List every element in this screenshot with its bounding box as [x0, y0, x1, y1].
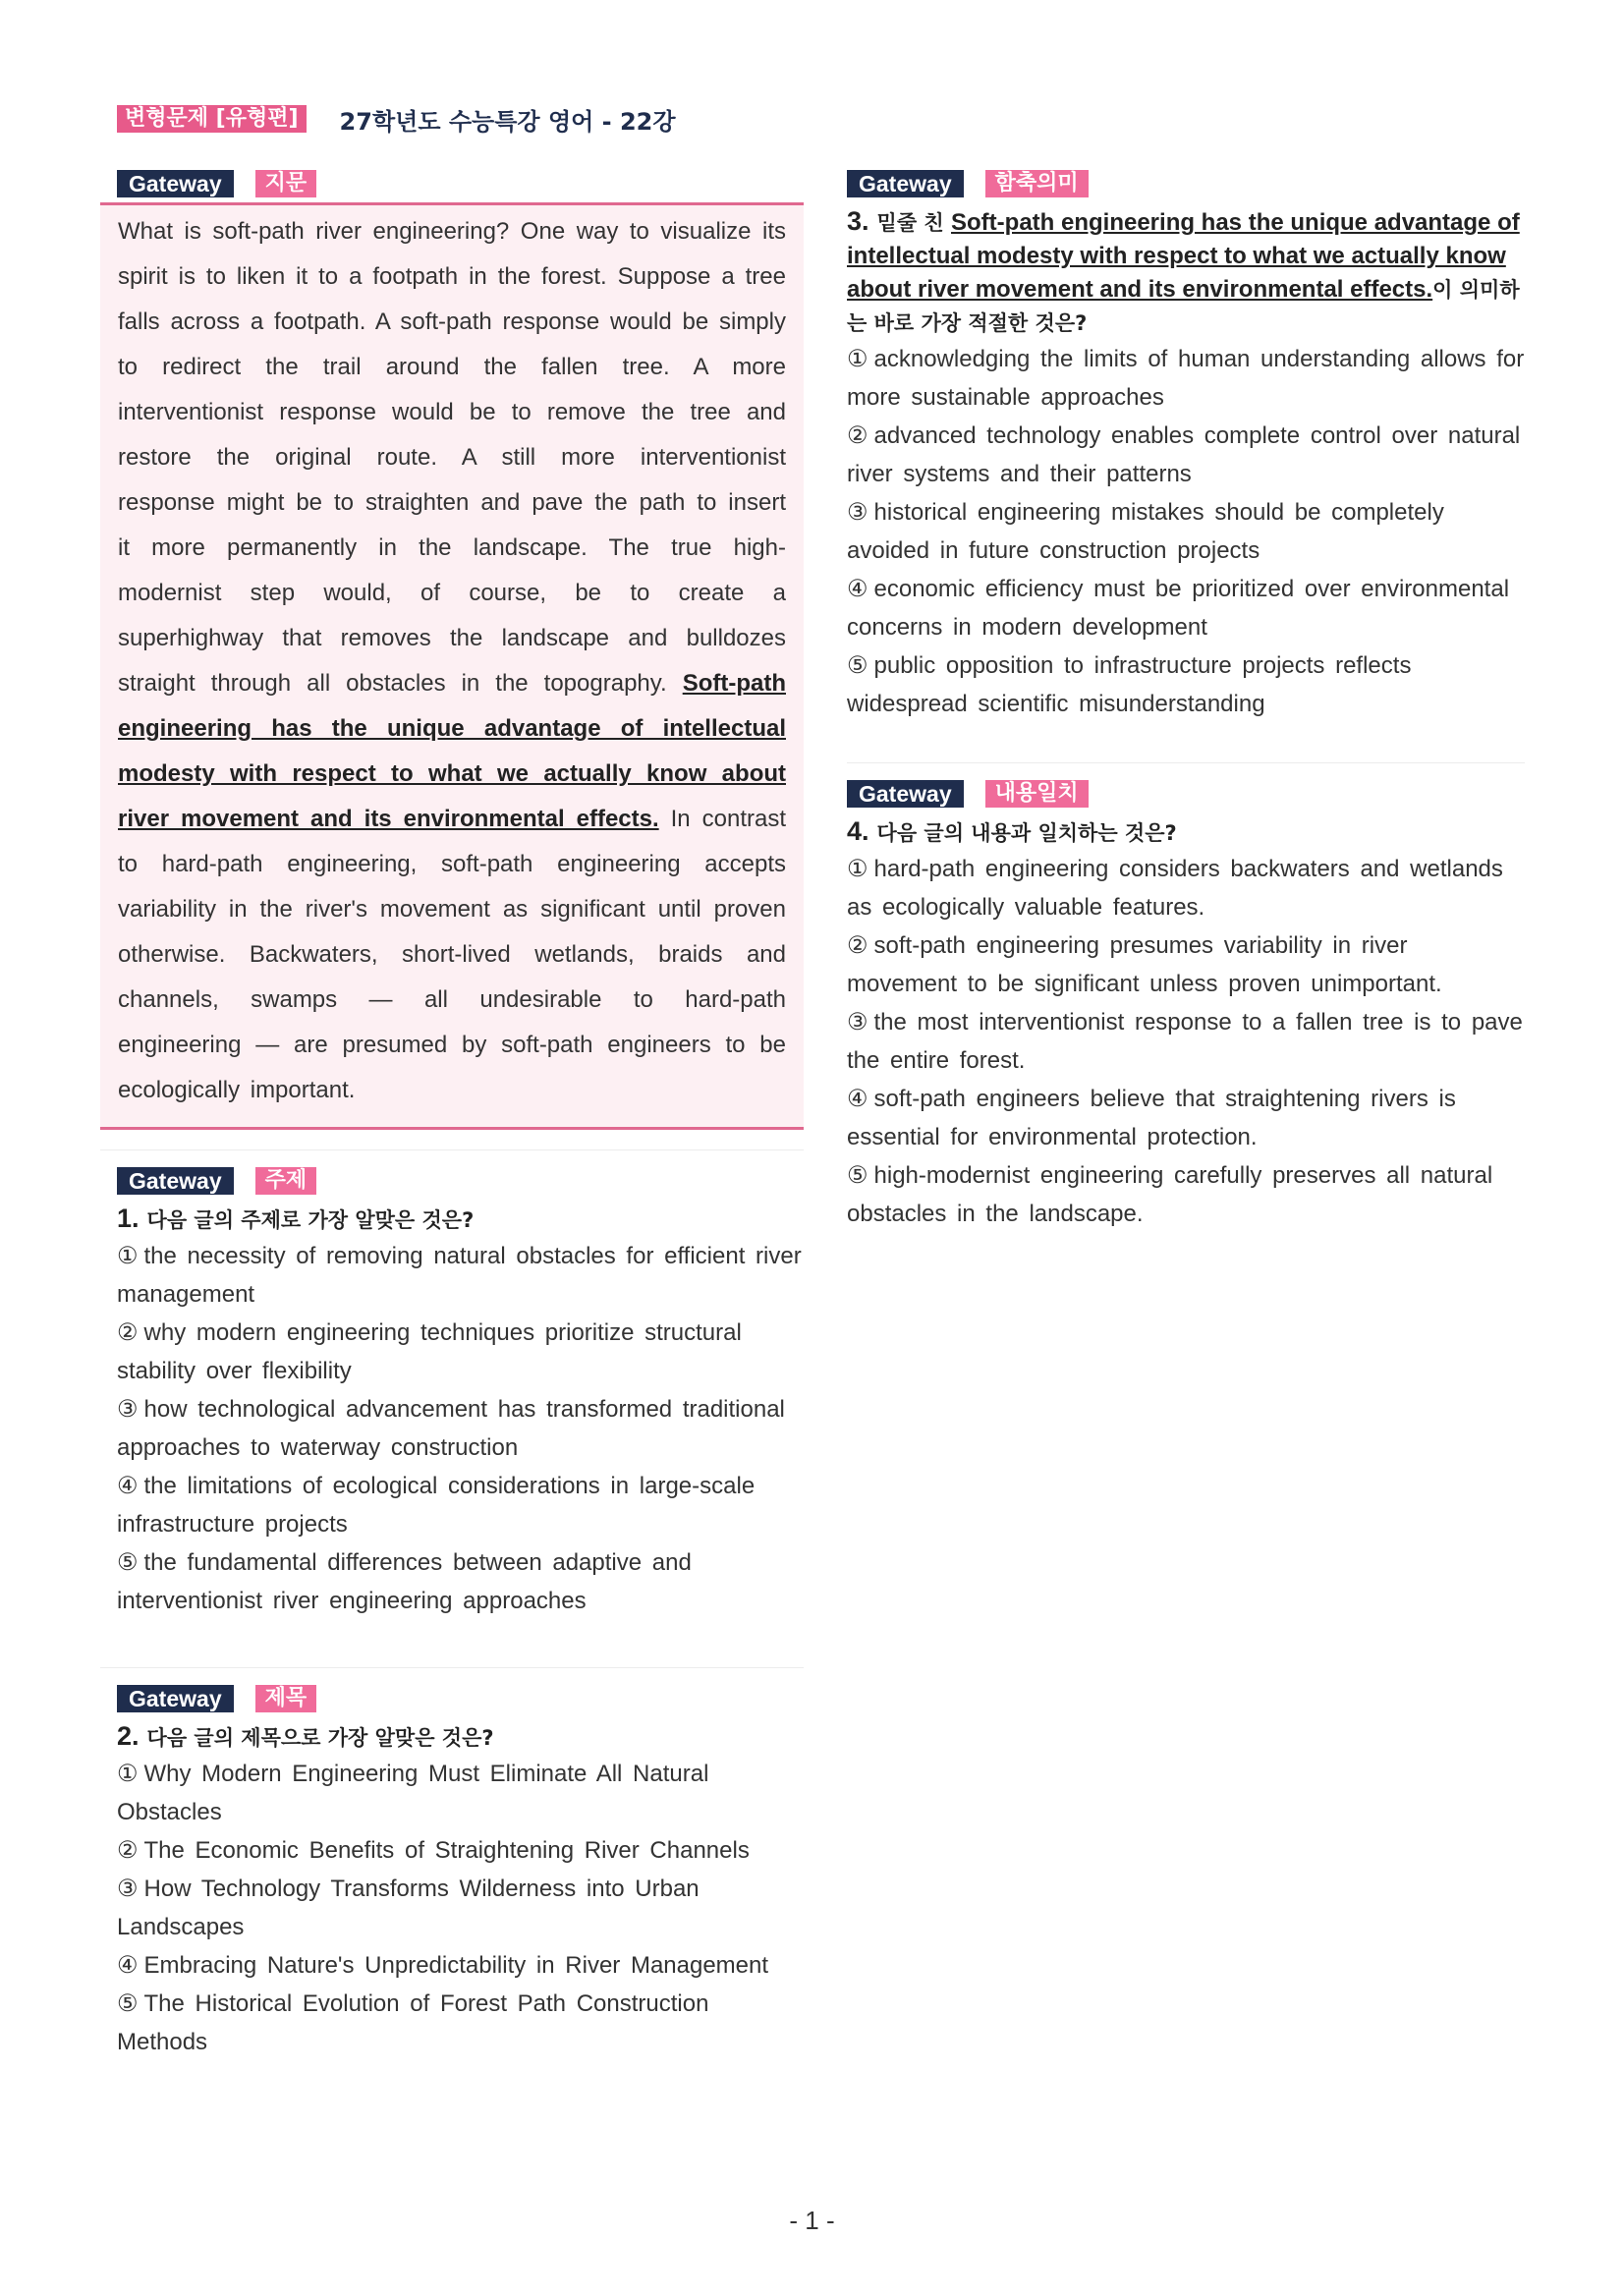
passage-underlined-sentence: Soft-path engineering has the unique advantage of intellectual modesty with respect to what we actually know about river movement and its environmental effects.: [118, 670, 786, 832]
question-3-options: [847, 340, 1525, 723]
question-3: [847, 169, 1525, 723]
option-text: advanced technology enables complete control over natural river systems and their patterns: [847, 422, 1521, 487]
option-mark: ⑤: [847, 1162, 868, 1189]
option[interactable]: [847, 1003, 1525, 1080]
question-1-heading: [117, 1166, 804, 1196]
question-underlined-sentence: Soft-path engineering has the unique advantage of intellectual modesty with respect to what we actually know about river movement and its environmental effects.: [847, 209, 1520, 303]
section-tag: 주제: [255, 1167, 317, 1195]
question-1-prompt: [117, 1202, 804, 1237]
option-text: soft-path engineers believe that straightening rivers is essential for environmental protection.: [847, 1086, 1456, 1150]
option-text: the necessity of removing natural obstacles for efficient river management: [117, 1243, 802, 1308]
question-tail: 이 의미하는 바로 가장 적절한 것은?: [847, 278, 1520, 335]
option-text: The Historical Evolution of Forest Path Construction Methods: [117, 1990, 709, 2055]
option[interactable]: [117, 1870, 804, 1946]
section-tag: 제목: [255, 1685, 317, 1712]
option-mark: ①: [847, 856, 868, 882]
passage-text-after: In contrast to hard-path engineering, soft-path engineering accepts variability in the river's movement as significant until proven otherwise. Backwaters, short-lived wetlands, braids and channels, swamps — all undesirable to hard-path engineering — are presumed by soft-path engineers to be ecologically important.: [118, 806, 786, 1103]
option-mark: ②: [847, 932, 868, 959]
section-tag: 내용일치: [985, 780, 1089, 808]
option-mark: ③: [117, 1876, 139, 1902]
worksheet-title: 27학년도 수능특강 영어 - 22강: [339, 107, 676, 136]
divider: [847, 762, 1525, 763]
question-3-heading: [847, 169, 1525, 198]
option[interactable]: [117, 1314, 804, 1390]
option-text: acknowledging the limits of human understanding allows for more sustainable approaches: [847, 346, 1525, 411]
passage-text-before: What is soft-path river engineering? One way to visualize its spirit is to liken it to a footpath in the forest. Suppose a tree falls across a footpath. A soft-path response would be simply to redirect the trail around the fallen tree. A more interventionist response would be to remove the tree and restore the original route. A still more interventionist response might be to straighten and pave the path to insert it more permanently in the landscape. The true high-modernist step would, of course, be to create a superhighway that removes the landscape and bulldozes straight through all obstacles in the topography.: [118, 218, 786, 697]
option[interactable]: [117, 1467, 804, 1543]
option[interactable]: [847, 417, 1525, 493]
question-number: 4.: [847, 816, 869, 846]
option-mark: ②: [847, 422, 868, 449]
option-mark: ③: [847, 499, 868, 526]
option-text: economic efficiency must be prioritized over environmental concerns in modern development: [847, 576, 1510, 641]
option[interactable]: [847, 493, 1525, 570]
option-text: soft-path engineering presumes variability in river movement to be significant unless proven unimportant.: [847, 932, 1442, 997]
option-mark: ③: [117, 1396, 139, 1423]
option-text: The Economic Benefits of Straightening River Channels: [143, 1837, 750, 1864]
option[interactable]: [117, 1985, 804, 2061]
option[interactable]: [117, 1237, 804, 1314]
option-mark: ①: [847, 346, 868, 372]
question-3-prompt: [847, 204, 1525, 340]
option[interactable]: [847, 340, 1525, 417]
option-mark: ②: [117, 1319, 139, 1346]
question-4-prompt: [847, 814, 1525, 850]
option[interactable]: [117, 1831, 804, 1870]
option[interactable]: [847, 926, 1525, 1003]
question-number: 2.: [117, 1721, 140, 1751]
left-column: [100, 169, 804, 2061]
question-number: 1.: [117, 1204, 140, 1233]
option-text: Why Modern Engineering Must Eliminate All Natural Obstacles: [117, 1761, 709, 1825]
right-column: [847, 169, 1525, 1233]
option-mark: ②: [117, 1837, 139, 1864]
gateway-badge: Gateway: [847, 780, 964, 808]
question-1: [100, 1166, 804, 1620]
page-number: - 1 -: [789, 2206, 835, 2235]
option[interactable]: [847, 570, 1525, 646]
question-lead: 밑줄 친: [876, 211, 944, 235]
gateway-badge: Gateway: [117, 1167, 234, 1195]
divider: [100, 1667, 804, 1668]
option[interactable]: [117, 1390, 804, 1467]
question-text: 다음 글의 주제로 가장 알맞은 것은?: [146, 1208, 475, 1232]
option-text: Embracing Nature's Unpredictability in River Management: [143, 1952, 769, 1979]
section-tag: 함축의미: [985, 170, 1089, 197]
option[interactable]: [847, 1080, 1525, 1156]
option-mark: ④: [847, 576, 868, 602]
question-2: [100, 1684, 804, 2061]
option-text: high-modernist engineering carefully preserves all natural obstacles in the landscape.: [847, 1162, 1493, 1227]
option-mark: ⑤: [117, 1990, 139, 2017]
question-text: 다음 글의 내용과 일치하는 것은?: [876, 821, 1177, 845]
option[interactable]: [117, 1946, 804, 1985]
question-4: [847, 779, 1525, 1233]
worksheet-type-tag: 변형문제 [유형편]: [117, 105, 307, 133]
option-text: why modern engineering techniques prioritize structural stability over flexibility: [117, 1319, 742, 1384]
option-mark: ⑤: [847, 652, 868, 679]
passage-box: [100, 202, 804, 1130]
question-2-options: [117, 1755, 804, 2061]
option-mark: ①: [117, 1243, 139, 1269]
divider: [100, 1149, 804, 1150]
option-text: historical engineering mistakes should be completely avoided in future construction projects: [847, 499, 1444, 564]
gateway-badge: Gateway: [117, 170, 234, 197]
option-mark: ④: [847, 1086, 868, 1112]
page-header: [117, 104, 676, 134]
passage-section: [100, 169, 804, 1130]
option-text: How Technology Transforms Wilderness into Urban Landscapes: [117, 1876, 700, 1940]
option-text: how technological advancement has transformed traditional approaches to waterway construction: [117, 1396, 785, 1461]
option[interactable]: [117, 1755, 804, 1831]
option[interactable]: [117, 1543, 804, 1620]
gateway-badge: Gateway: [117, 1685, 234, 1712]
option-mark: ⑤: [117, 1549, 139, 1576]
option[interactable]: [847, 1156, 1525, 1233]
option-mark: ③: [847, 1009, 868, 1036]
option[interactable]: [847, 850, 1525, 926]
option-text: the fundamental differences between adaptive and interventionist river engineering approaches: [117, 1549, 692, 1614]
option-mark: ①: [117, 1761, 139, 1787]
option-text: public opposition to infrastructure projects reflects widespread scientific misunderstanding: [847, 652, 1412, 717]
option-text: hard-path engineering considers backwaters and wetlands as ecologically valuable features.: [847, 856, 1503, 921]
question-2-heading: [117, 1684, 804, 1713]
passage-heading: [100, 169, 804, 198]
question-4-options: [847, 850, 1525, 1233]
question-2-prompt: [117, 1719, 804, 1755]
gateway-badge: Gateway: [847, 170, 964, 197]
option[interactable]: [847, 646, 1525, 723]
question-4-heading: [847, 779, 1525, 809]
question-1-options: [117, 1237, 804, 1620]
option-mark: ④: [117, 1952, 139, 1979]
question-text: 다음 글의 제목으로 가장 알맞은 것은?: [146, 1726, 494, 1750]
option-text: the most interventionist response to a fallen tree is to pave the entire forest.: [847, 1009, 1523, 1074]
option-text: the limitations of ecological considerations in large-scale infrastructure projects: [117, 1473, 756, 1538]
option-mark: ④: [117, 1473, 139, 1499]
question-number: 3.: [847, 206, 869, 236]
section-tag: 지문: [255, 170, 317, 197]
passage-text: [100, 205, 804, 1127]
